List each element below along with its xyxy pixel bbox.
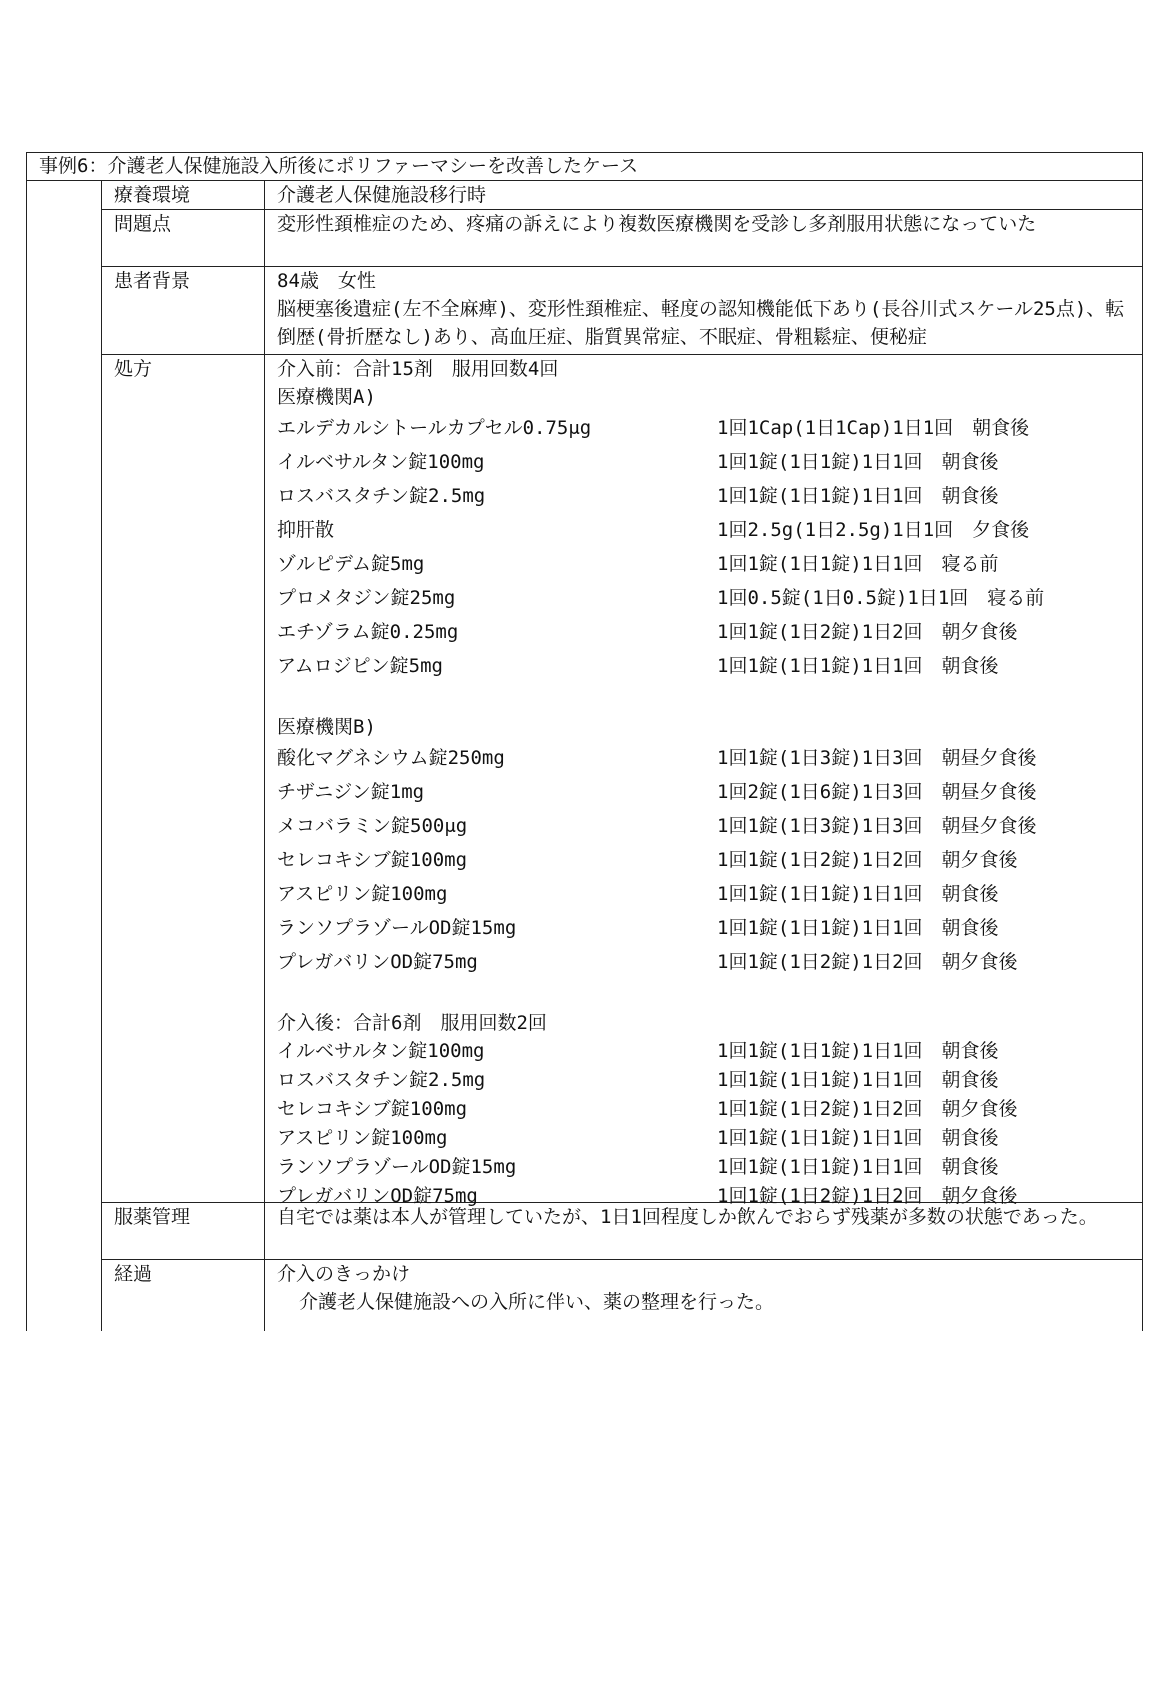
- drug-dosage: 1回1錠(1日1錠)1日1回 朝食後: [717, 1127, 999, 1149]
- drug-row: [277, 445, 1134, 479]
- row-medication-management: [101, 1203, 1142, 1260]
- drug-row: [277, 1153, 1134, 1182]
- after-header: 介入後：合計6剤 服用回数2回: [277, 1012, 547, 1034]
- drug-dosage: 1回1錠(1日2錠)1日2回 朝夕食後: [717, 1185, 1018, 1207]
- background-history: 脳梗塞後遺症(左不全麻痺)、変形性頚椎症、軽度の認知機能低下あり(長谷川式スケール25点)、転倒歴(骨折歴なし)あり、高血圧症、脂質異常症、不眠症、骨粗鬆症、便秘症: [277, 298, 1125, 348]
- drug-row: [277, 809, 1134, 843]
- drug-dosage: 1回1錠(1日1錠)1日1回 朝食後: [717, 655, 999, 677]
- drug-row: [277, 479, 1134, 513]
- drug-list-after: [277, 1037, 1134, 1211]
- background-age-sex: 84歳 女性: [277, 270, 376, 292]
- drug-name: プロメタジン錠25mg: [277, 587, 456, 609]
- drug-name: セレコキシブ錠100mg: [277, 1098, 468, 1120]
- drug-name: ランソプラゾールOD錠15mg: [277, 1156, 517, 1178]
- drug-row: [277, 649, 1134, 683]
- drug-row: [277, 411, 1134, 445]
- drug-name: セレコキシブ錠100mg: [277, 849, 468, 871]
- background-value: [265, 267, 1142, 351]
- drug-row: [277, 843, 1134, 877]
- drug-dosage: 1回1Cap(1日1Cap)1日1回 朝食後: [717, 417, 1030, 439]
- drug-dosage: 1回1錠(1日1錠)1日1回 朝食後: [717, 451, 999, 473]
- case-table: [26, 181, 1143, 1331]
- setting-value: [265, 181, 1142, 209]
- drug-dosage: 1回1錠(1日1錠)1日1回 朝食後: [717, 917, 999, 939]
- drug-name: ロスバスタチン錠2.5mg: [277, 1069, 486, 1091]
- drug-row: [277, 615, 1134, 649]
- case-document: [26, 152, 1143, 1331]
- drug-row: [277, 513, 1134, 547]
- medication-management-label: 服薬管理: [101, 1203, 265, 1259]
- drug-name: アスピリン錠100mg: [277, 883, 448, 905]
- drug-dosage: 1回1錠(1日2錠)1日2回 朝夕食後: [717, 621, 1018, 643]
- setting-text: 介護老人保健施設移行時: [277, 184, 487, 206]
- drug-name: アスピリン錠100mg: [277, 1127, 448, 1149]
- facility-a-label: 医療機関A): [277, 386, 376, 408]
- drug-name: チザニジン錠1mg: [277, 781, 425, 803]
- drug-row: [277, 581, 1134, 615]
- drug-row: [277, 547, 1134, 581]
- prescription-label: 処方: [101, 355, 265, 1202]
- row-prescription: [101, 355, 1142, 1207]
- drug-dosage: 1回1錠(1日1錠)1日1回 寝る前: [717, 553, 999, 575]
- drug-name: イルベサルタン錠100mg: [277, 451, 485, 473]
- drug-dosage: 1回1錠(1日2錠)1日2回 朝夕食後: [717, 1098, 1018, 1120]
- drug-dosage: 1回1錠(1日2錠)1日2回 朝夕食後: [717, 951, 1018, 973]
- drug-dosage: 1回1錠(1日1錠)1日1回 朝食後: [717, 883, 999, 905]
- drug-dosage: 1回1錠(1日1錠)1日1回 朝食後: [717, 485, 999, 507]
- drug-row: [277, 741, 1134, 775]
- drug-name: プレガバリンOD錠75mg: [277, 951, 478, 973]
- before-header: 介入前：合計15剤 服用回数4回: [277, 358, 559, 380]
- drug-dosage: 1回0.5錠(1日0.5錠)1日1回 寝る前: [717, 587, 1045, 609]
- drug-row: [277, 945, 1134, 979]
- drug-row: [277, 1095, 1134, 1124]
- drug-name: ゾルピデム錠5mg: [277, 553, 425, 575]
- prescription-value: [265, 355, 1142, 1211]
- drug-name: プレガバリンOD錠75mg: [277, 1185, 478, 1207]
- drug-list-facility-b: [277, 741, 1134, 979]
- drug-name: イルベサルタン錠100mg: [277, 1040, 485, 1062]
- drug-dosage: 1回1錠(1日2錠)1日2回 朝夕食後: [717, 849, 1018, 871]
- setting-label: 療養環境: [101, 181, 265, 209]
- drug-list-facility-a: [277, 411, 1134, 683]
- facility-b-label: 医療機関B): [277, 716, 376, 738]
- drug-row: [277, 877, 1134, 911]
- problem-value: 変形性頚椎症のため、疼痛の訴えにより複数医療機関を受診し多剤服用状態になっていた: [277, 213, 1037, 235]
- case-title: 事例6：介護老人保健施設入所後にポリファーマシーを改善したケース: [26, 152, 1143, 181]
- problem-label: 問題点: [101, 210, 265, 266]
- background-label: 患者背景: [101, 267, 265, 354]
- row-problem: [101, 210, 1142, 267]
- row-setting: [101, 181, 1142, 210]
- drug-dosage: 1回2.5g(1日2.5g)1日1回 夕食後: [717, 519, 1030, 541]
- drug-row: [277, 775, 1134, 809]
- course-value: [265, 1260, 1142, 1316]
- drug-name: アムロジピン錠5mg: [277, 655, 443, 677]
- drug-name: 酸化マグネシウム錠250mg: [277, 747, 505, 769]
- medication-management-value: 自宅では薬は本人が管理していたが、1日1回程度しか飲んでおらず残薬が多数の状態であった。: [277, 1206, 1098, 1228]
- drug-dosage: 1回2錠(1日6錠)1日3回 朝昼夕食後: [717, 781, 1037, 803]
- drug-dosage: 1回1錠(1日3錠)1日3回 朝昼夕食後: [717, 747, 1037, 769]
- course-trigger-text: 介護老人保健施設への入所に伴い、薬の整理を行った。: [299, 1291, 775, 1313]
- drug-name: 抑肝散: [277, 519, 335, 541]
- drug-name: ロスバスタチン錠2.5mg: [277, 485, 486, 507]
- drug-name: エルデカルシトールカプセル0.75μg: [277, 417, 592, 439]
- drug-name: エチゾラム錠0.25mg: [277, 621, 459, 643]
- course-trigger-heading: 介入のきっかけ: [277, 1263, 411, 1285]
- drug-row: [277, 1124, 1134, 1153]
- drug-name: メコバラミン錠500μg: [277, 815, 468, 837]
- drug-dosage: 1回1錠(1日1錠)1日1回 朝食後: [717, 1069, 999, 1091]
- row-course: [101, 1260, 1142, 1331]
- drug-row: [277, 911, 1134, 945]
- drug-dosage: 1回1錠(1日3錠)1日3回 朝昼夕食後: [717, 815, 1037, 837]
- drug-dosage: 1回1錠(1日1錠)1日1回 朝食後: [717, 1156, 999, 1178]
- drug-row: [277, 1037, 1134, 1066]
- drug-dosage: 1回1錠(1日1錠)1日1回 朝食後: [717, 1040, 999, 1062]
- drug-name: ランソプラゾールOD錠15mg: [277, 917, 517, 939]
- drug-row: [277, 1066, 1134, 1095]
- course-label: 経過: [101, 1260, 265, 1331]
- row-background: [101, 267, 1142, 355]
